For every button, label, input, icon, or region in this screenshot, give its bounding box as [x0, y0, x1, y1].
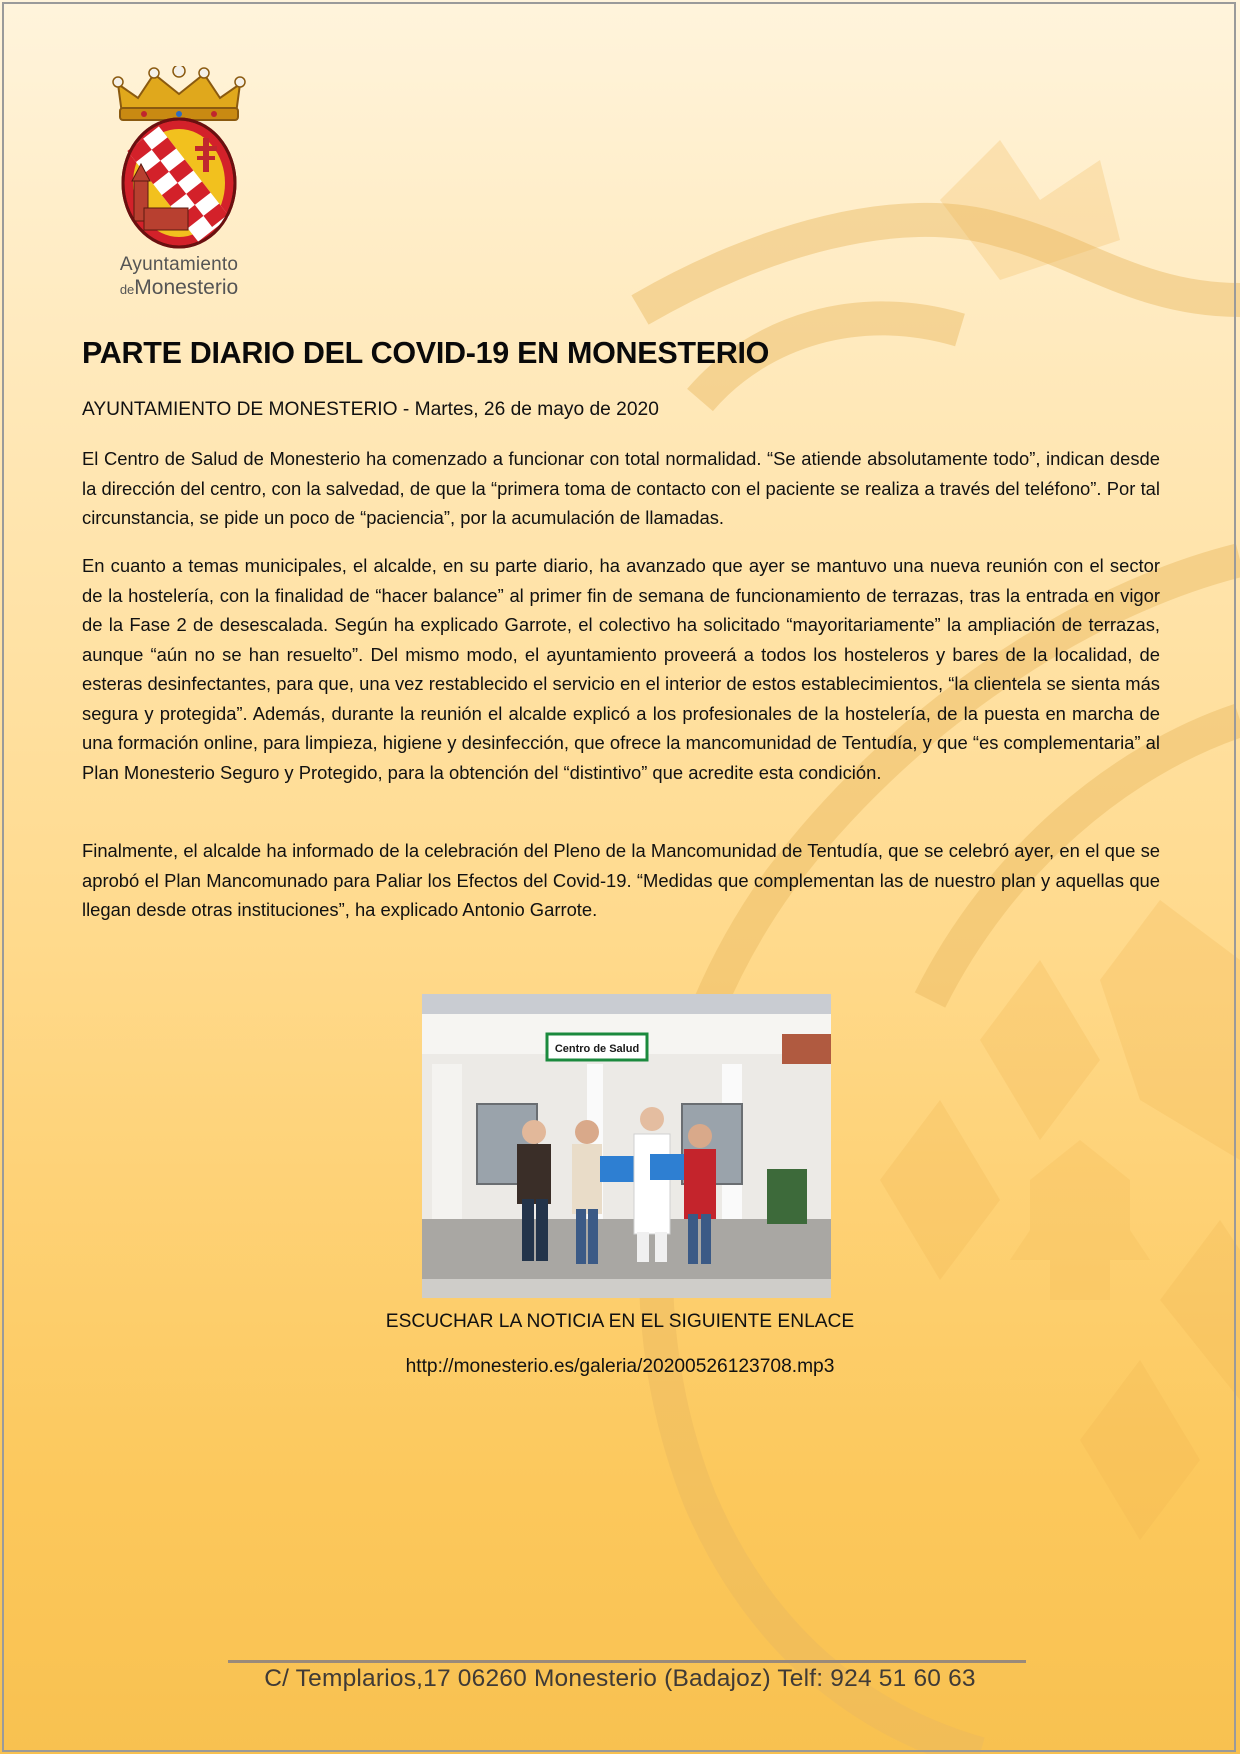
logo-text-name: Monesterio	[134, 276, 239, 299]
listen-label: ESCUCHAR LA NOTICIA EN EL SIGUIENTE ENLACE	[385, 1311, 855, 1332]
municipal-logo	[104, 66, 254, 300]
audio-link[interactable]: http://monesterio.es/galeria/20200526123708.mp3	[405, 1356, 835, 1377]
dateline: AYUNTAMIENTO DE MONESTERIO - Martes, 26 de mayo de 2020	[82, 399, 659, 420]
logo-text-de: de	[119, 282, 135, 297]
footer-address: C/ Templarios,17 06260 Monesterio (Badajoz) Telf: 924 51 60 63	[264, 1665, 976, 1692]
photo-sign-text: Centro de Salud	[554, 1043, 640, 1055]
page-title: PARTE DIARIO DEL COVID-19 EN MONESTERIO	[82, 336, 770, 370]
paragraph-2: En cuanto a temas municipales, el alcalde, en su parte diario, ha avanzado que ayer se mantuvo una nueva reunión con el sector de la hostelería, con la finalidad de “hacer balance” al primer fin de semana de funcionamiento de terrazas, tras la entrada en vigor de la Fase 2 de desescalada. Según ha explicado Garrote, el colectivo ha solicitado “mayoritariamente” la ampliación de terrazas, aunque “aún no se han resuelto”. Del mismo modo, el ayuntamiento proveerá a todos los hosteleros y bares de la localidad, de esteras desinfectantes, para que, una vez restablecido el servicio en el interior de estos establecimientos, “la clientela se sienta más segura y protegida”. Además, durante la reunión el alcalde explicó a los profesionales de la hostelería, de la puesta en marcha de una formación online, para limpieza, higiene y desinfección, que ofrece la mancomunidad de Tentudía, y que “es complementaria” al Plan Monesterio Seguro y Protegido, para la obtención del “distintivo” que acredite esta condición.	[82, 555, 1160, 783]
logo-text-ayuntamiento: Ayuntamiento	[119, 254, 239, 275]
paragraph-3: Finalmente, el alcalde ha informado de la celebración del Pleno de la Mancomunidad de Tentudía, que se celebró ayer, en el que se aprobó el Plan Mancomunado para Paliar los Efectos del Covid-19. “Medidas que complementan las de nuestro plan y aquellas que llegan desde otras instituciones”, ha explicado Antonio Garrote.	[82, 840, 1160, 920]
health-center-photo	[422, 994, 831, 1298]
photo-illustration	[422, 994, 831, 1298]
footer-divider	[228, 1660, 1026, 1663]
logo-text-monesterio	[104, 276, 254, 300]
paragraph-1: El Centro de Salud de Monesterio ha comenzado a funcionar con total normalidad. “Se atiende absolutamente todo”, indican desde la dirección del centro, con la salvedad, de que la “primera toma de contacto con el paciente se realiza a través del teléfono”. Por tal circunstancia, se pide un poco de “paciencia”, por la acumulación de llamadas.	[82, 448, 1160, 528]
coat-of-arms-icon	[104, 66, 254, 256]
